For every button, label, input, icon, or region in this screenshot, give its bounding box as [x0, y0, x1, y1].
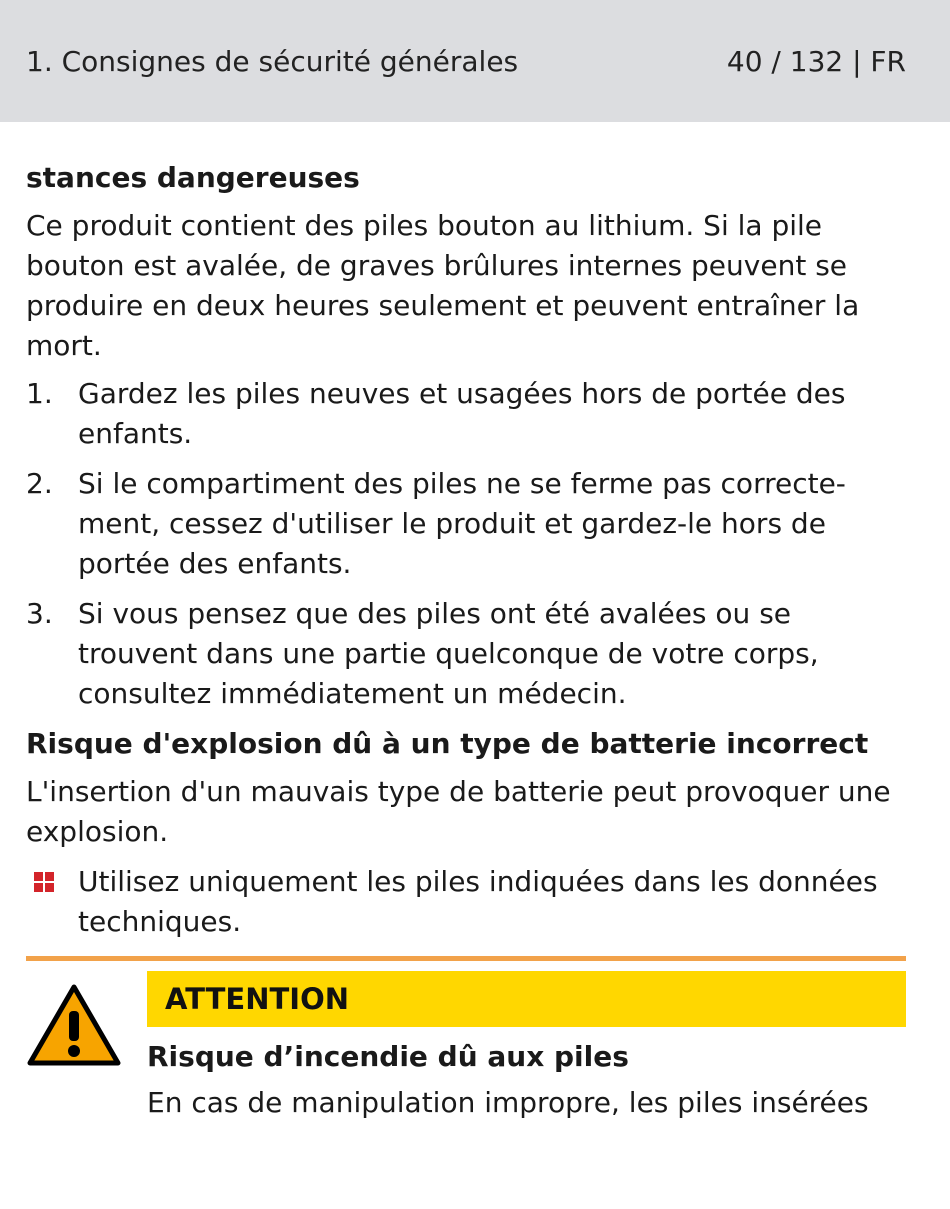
page-indicator: 40 / 132 | FR: [726, 44, 906, 78]
warning-title: Risque d’incendie dû aux piles: [147, 1040, 629, 1073]
page-header: [0, 0, 950, 122]
red-squares-bullet-icon: [26, 862, 78, 942]
list-item-text: Si vous pensez que des piles ont été avalées ou se trouvent dans une partie quelconque de votre corps, consultez immédiatement un médecin.: [78, 597, 819, 710]
list-item-text: Si le compartiment des piles ne se ferme pas correcte-ment, cessez d'utiliser le produit et gardez-le hors de portée des enfants.: [78, 467, 846, 580]
attention-banner: ATTENTION: [147, 971, 906, 1027]
list-item: [26, 594, 906, 714]
list-item-text: Gardez les piles neuves et usagées hors de portée des enfants.: [78, 377, 846, 450]
list-item-number: 3.: [26, 597, 53, 630]
warning-divider: [26, 956, 906, 961]
section-heading: stances dangereuses: [26, 161, 360, 194]
explosion-heading: Risque d'explosion dû à un type de batterie incorrect: [26, 727, 869, 760]
warning-triangle-icon: [26, 971, 147, 1123]
list-item-number: 1.: [26, 377, 53, 410]
bullet-item: [26, 862, 906, 942]
warning-body: [147, 971, 906, 1123]
list-item-number: 2.: [26, 467, 53, 500]
explosion-paragraph: L'insertion d'un mauvais type de batterie peut provoquer une explosion.: [26, 775, 891, 848]
list-item: [26, 464, 906, 584]
bullet-text: Utilisez uniquement les piles indiquées dans les données techniques.: [78, 865, 878, 938]
warning-text: En cas de manipulation impropre, les piles insérées: [147, 1086, 869, 1119]
warning-block: [26, 971, 906, 1123]
page-content: [0, 158, 950, 1123]
intro-paragraph: Ce produit contient des piles bouton au lithium. Si la pile bouton est avalée, de graves brûlures internes peuvent se produire en deux heures seulement et peuvent entraîner la mort.: [26, 209, 860, 362]
section-title: 1. Consignes de sécurité générales: [26, 44, 519, 78]
list-item: [26, 374, 906, 454]
numbered-list: [26, 374, 906, 714]
